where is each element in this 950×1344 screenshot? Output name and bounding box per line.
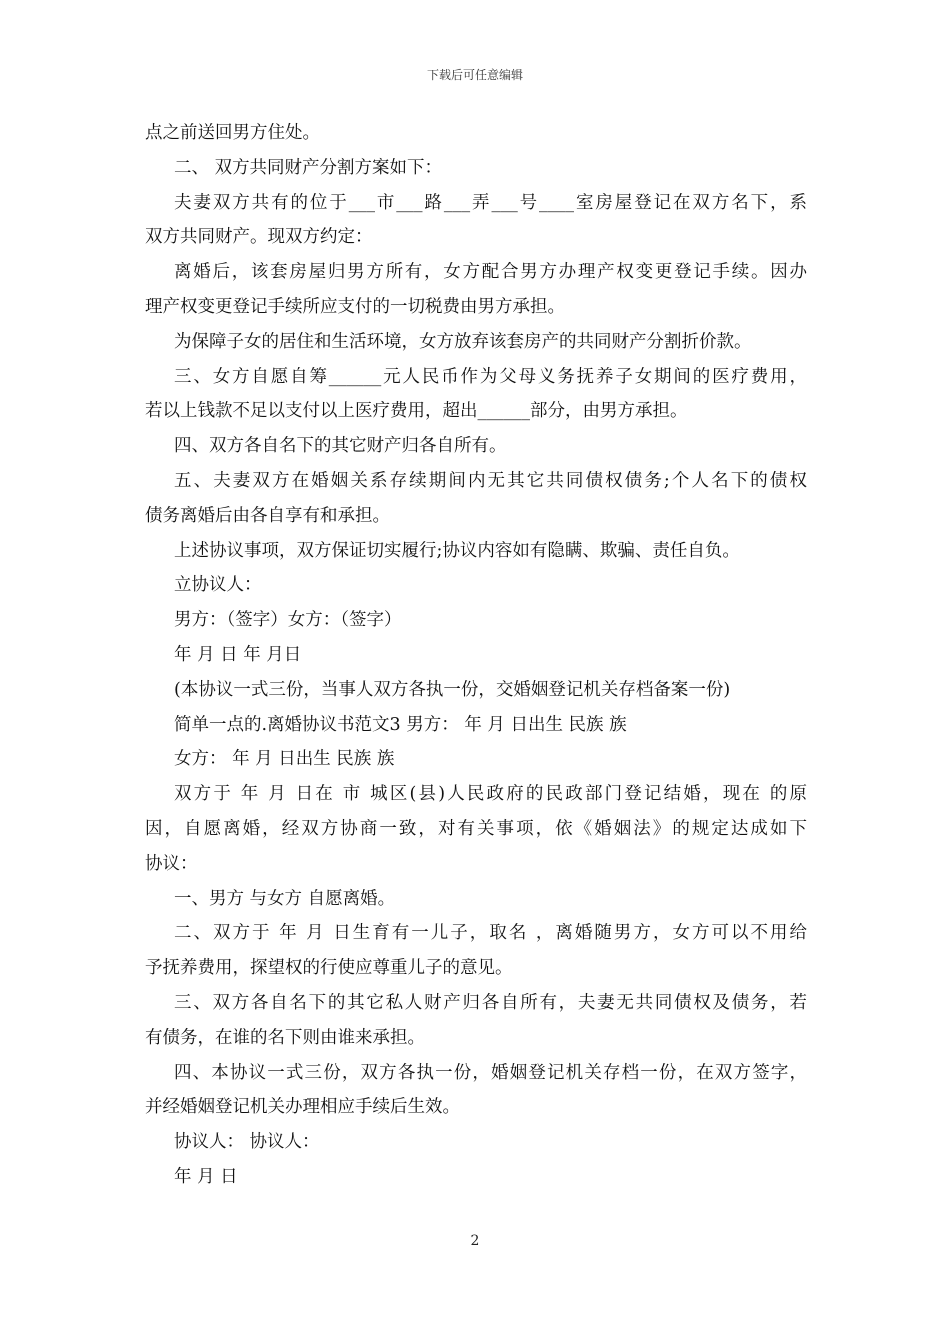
text-line: 一、男方 与女方 自愿离婚。	[174, 888, 396, 909]
text-line: 双方共同财产。现双方约定：	[145, 227, 373, 248]
text-line: 夫妻双方共有的位于___市___路___弄___号____室房屋登记在双方名下，系	[174, 192, 807, 213]
text-line: 四、双方各自名下的其它财产归各自所有。	[174, 436, 507, 457]
text-line: 债务离婚后由各自享有和承担。	[145, 505, 390, 526]
text-line: 为保障子女的居住和生活环境，女方放弃该套房产的共同财产分割折价款。	[174, 331, 752, 352]
text-line: 予抚养费用，探望权的行使应尊重儿子的意见。	[145, 958, 513, 979]
text-line: 二、双方于 年 月 日生育有一儿子，取名 ，离婚随男方，女方可以不用给	[174, 923, 807, 944]
text-line: 若以上钱款不足以支付以上医疗费用，超出______部分，由男方承担。	[145, 401, 688, 422]
text-line: 点之前送回男方住处。	[145, 123, 320, 143]
text-line: 二、 双方共同财产分割方案如下：	[174, 157, 443, 178]
text-line: 因，自愿离婚，经双方协商一致，对有关事项，依《婚姻法》的规定达成如下	[145, 818, 807, 839]
page-header-note: 下载后可任意编辑	[426, 68, 523, 82]
text-line: 并经婚姻登记机关办理相应手续后生效。	[145, 1097, 460, 1118]
text-line: 四、本协议一式三份，双方各执一份，婚姻登记机关存档一份，在双方签字，	[174, 1062, 807, 1083]
page-number: 2	[470, 1233, 480, 1249]
text-line: 三、双方各自名下的其它私人财产归各自所有，夫妻无共同债权及债务，若	[174, 992, 807, 1013]
text-line: 三、女方自愿自筹______元人民币作为父母义务抚养子女期间的医疗费用，	[174, 366, 807, 387]
text-line: 有债务，在谁的名下则由谁来承担。	[145, 1027, 425, 1048]
text-line: 双方于 年 月 日在 市 城区(县)人民政府的民政部门登记结婚，现在 的原	[174, 784, 807, 805]
document-body	[145, 116, 807, 1195]
text-line: 立协议人：	[174, 575, 262, 596]
text-line: 上述协议事项，双方保证切实履行;协议内容如有隐瞒、欺骗、责任自负。	[174, 540, 740, 561]
text-line: 年 月 日 年 月日	[174, 644, 302, 665]
text-line: 理产权变更登记手续所应支付的一切税费由男方承担。	[145, 296, 565, 317]
text-line: (本协议一式三份，当事人双方各执一份，交婚姻登记机关存档备案一份)	[174, 679, 731, 700]
text-line: 协议：	[145, 853, 198, 874]
text-line: 男方：（签字）女方：（签字）	[174, 610, 402, 631]
text-line: 简单一点的.离婚协议书范文3 男方： 年 月 日出生 民族 族	[174, 714, 627, 735]
text-line: 女方： 年 月 日出生 民族 族	[174, 749, 395, 770]
text-line: 离婚后，该套房屋归男方所有，女方配合男方办理产权变更登记手续。因办	[174, 262, 807, 283]
text-line: 年 月 日	[174, 1166, 238, 1187]
text-line: 协议人： 协议人：	[174, 1132, 320, 1153]
text-line: 五、夫妻双方在婚姻关系存续期间内无其它共同债权债务;个人名下的债权	[174, 470, 807, 491]
